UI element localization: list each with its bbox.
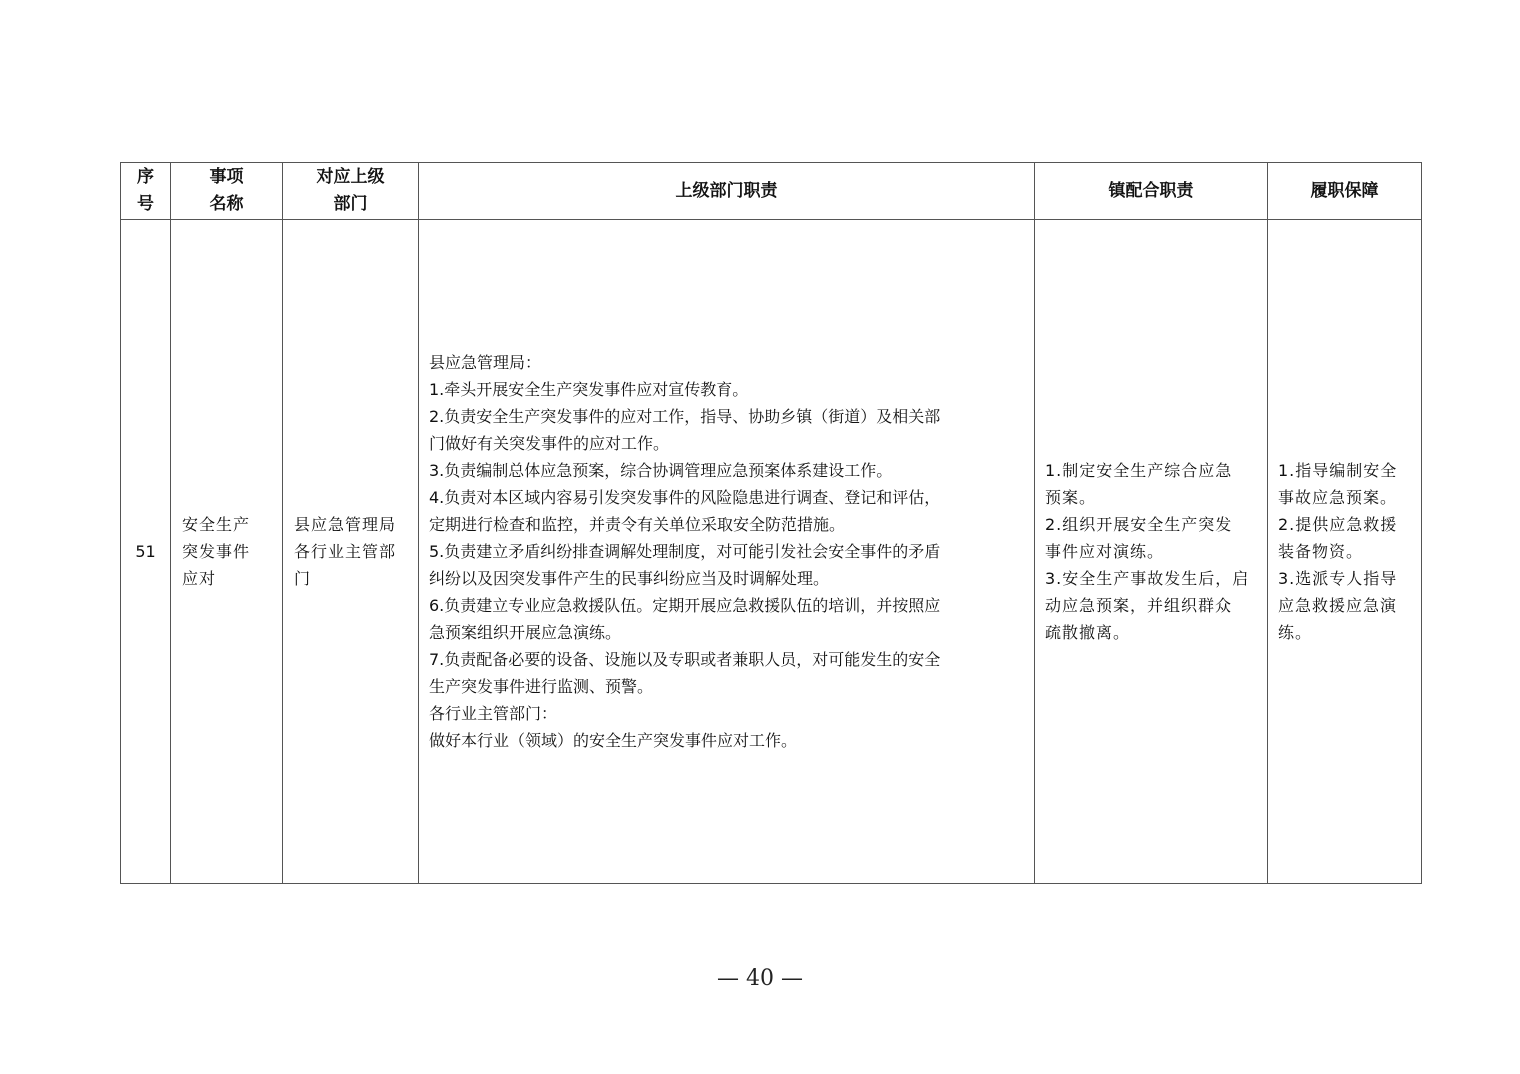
- table-row: [121, 220, 1422, 884]
- row-guarantee: 1.指导编制安全 事故应急预案。 2.提供应急救援 装备物资。 3.选派专人指导 应急救援应急演 练。: [1268, 220, 1422, 884]
- row-superior-dept: 县应急管理局 各行业主管部 门: [283, 220, 419, 884]
- row-index: 51: [121, 220, 171, 884]
- header-superior-duties: 上级部门职责: [419, 163, 1035, 220]
- row-town-duties: 1.制定安全生产综合应急 预案。 2.组织开展安全生产突发 事件应对演练。 3.安全生产事故发生后，启 动应急预案，并组织群众 疏散撤离。: [1035, 220, 1268, 884]
- duties-table: [120, 162, 1422, 884]
- header-guarantee: 履职保障: [1268, 163, 1422, 220]
- header-index: 序 号: [121, 163, 171, 220]
- header-item-name: 事项 名称: [171, 163, 283, 220]
- table-header-row: [121, 163, 1422, 220]
- header-superior-dept: 对应上级 部门: [283, 163, 419, 220]
- row-superior-duties: 县应急管理局： 1.牵头开展安全生产突发事件应对宣传教育。 2.负责安全生产突发事件的应对工作，指导、协助乡镇（街道）及相关部 门做好有关突发事件的应对工作。 3.负责编制总体应急预案，综合协调管理应急预案体系建设工作。 4.负责对本区域内容易引发突发事件的风险隐患进行调查、登记和评估， 定期进行检查和监控，并责令有关单位采取安全防范措施。 5.负责建立矛盾纠纷排查调解处理制度，对可能引发社会安全事件的矛盾 纠纷以及因突发事件产生的民事纠纷应当及时调解处理。 6.负责建立专业应急救援队伍。定期开展应急救援队伍的培训，并按照应 急预案组织开展应急演练。 7.负责配备必要的设备、设施以及专职或者兼职人员，对可能发生的安全 生产突发事件进行监测、预警。 各行业主管部门： 做好本行业（领域）的安全生产突发事件应对工作。: [419, 220, 1035, 884]
- page-number: — 40 —: [717, 966, 803, 991]
- header-town-duties: 镇配合职责: [1035, 163, 1268, 220]
- row-item-name: 安全生产 突发事件 应对: [171, 220, 283, 884]
